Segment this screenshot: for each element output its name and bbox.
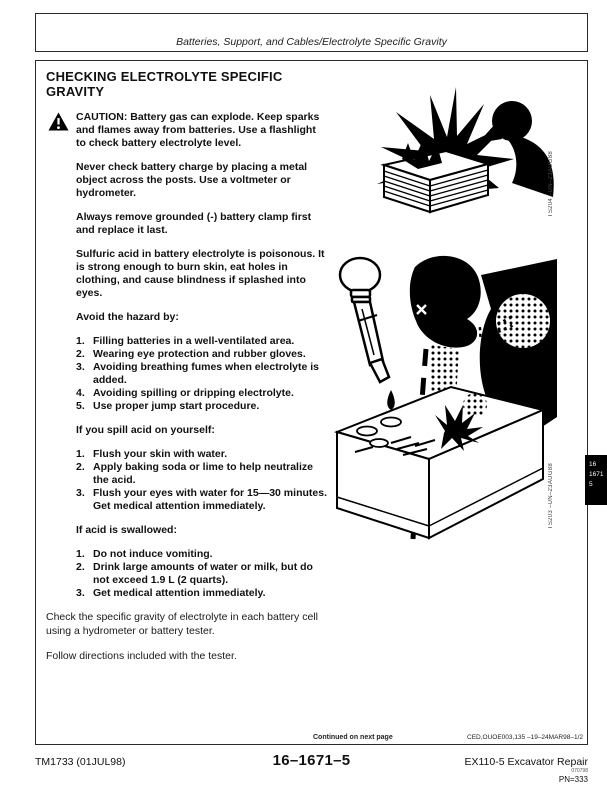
manual-title: EX110-5 Excavator Repair xyxy=(464,756,588,768)
list-item: Get medical attention immediately. xyxy=(93,587,266,599)
figure-battery-explosion xyxy=(344,85,559,225)
hazard-list xyxy=(76,335,328,413)
warning-triangle-icon xyxy=(48,112,69,136)
running-header xyxy=(35,13,588,52)
figure-id-label: TS203 –UN–23AUG88 xyxy=(548,463,554,530)
section-thumb-tab xyxy=(585,455,607,505)
list-item: Use proper jump start procedure. xyxy=(93,400,260,412)
swallow-list xyxy=(76,548,328,600)
page-footer xyxy=(35,752,588,769)
page-number: 16–1671–5 xyxy=(272,752,351,769)
caution-paragraph: Always remove grounded (-) battery clamp first and replace it last. xyxy=(76,211,312,236)
doc-code: CED,OUOE003,135 –19–24MAR98–1/2 xyxy=(467,734,583,741)
tab-line: 5 xyxy=(589,480,593,488)
list-item: Wearing eye protection and rubber gloves. xyxy=(93,348,306,360)
caution-paragraph: CAUTION: Battery gas can explode. Keep sparks and flames away from batteries. Use a flashlight to check battery electrolyte level. xyxy=(76,111,320,149)
caution-paragraph: Never check battery charge by placing a metal object across the posts. Use a voltmeter or hydrometer. xyxy=(76,161,308,199)
list-item: Apply baking soda or lime to help neutralize the acid. xyxy=(93,461,313,486)
acid-splash-illustration xyxy=(329,249,557,557)
swallow-heading: If acid is swallowed: xyxy=(76,524,177,536)
list-item: Avoiding breathing fumes when electrolyte is added. xyxy=(93,361,319,386)
figure-acid-splash xyxy=(329,249,557,562)
caution-paragraph: Sulfuric acid in battery electrolyte is poisonous. It is strong enough to burn skin, eat holes in clothing, and cause blindness if splashed into eyes. xyxy=(76,248,325,299)
list-item: Flush your eyes with water for 15—30 minutes. Get medical attention immediately. xyxy=(93,487,327,512)
spill-list xyxy=(76,448,328,513)
continued-note: Continued on next page xyxy=(313,734,393,741)
caution-block xyxy=(76,111,328,600)
list-item: Drink large amounts of water or milk, but do not exceed 1.9 L (2 quarts). xyxy=(93,561,313,586)
spill-heading: If you spill acid on yourself: xyxy=(76,424,215,436)
tab-line: 16 xyxy=(589,461,597,468)
figure-id-label: TS204 –UN–23AUG88 xyxy=(548,151,554,218)
breadcrumb: Batteries, Support, and Cables/Electrolyte Specific Gravity xyxy=(176,36,447,48)
list-item: Flush your skin with water. xyxy=(93,448,228,460)
body-paragraph: Follow directions included with the tester. xyxy=(46,650,237,662)
tab-line: 1671 xyxy=(589,470,604,478)
part-number: PN=333 xyxy=(558,775,588,784)
list-item: Filling batteries in a well-ventilated area. xyxy=(93,335,295,347)
manual-number: TM1733 (01JUL98) xyxy=(35,756,126,768)
hazard-heading: Avoid the hazard by: xyxy=(76,311,179,323)
list-item: Avoiding spilling or dripping electrolyte. xyxy=(93,387,294,399)
battery-explosion-illustration xyxy=(344,85,559,220)
content-frame xyxy=(35,60,588,745)
body-paragraph: Check the specific gravity of electrolyte in each battery cell using a hydrometer or battery tester. xyxy=(46,611,318,637)
text-column xyxy=(46,111,346,664)
page-title: CHECKING ELECTROLYTE SPECIFIC GRAVITY xyxy=(46,69,283,99)
print-code: 070798 xyxy=(571,768,588,774)
list-item: Do not induce vomiting. xyxy=(93,548,213,560)
